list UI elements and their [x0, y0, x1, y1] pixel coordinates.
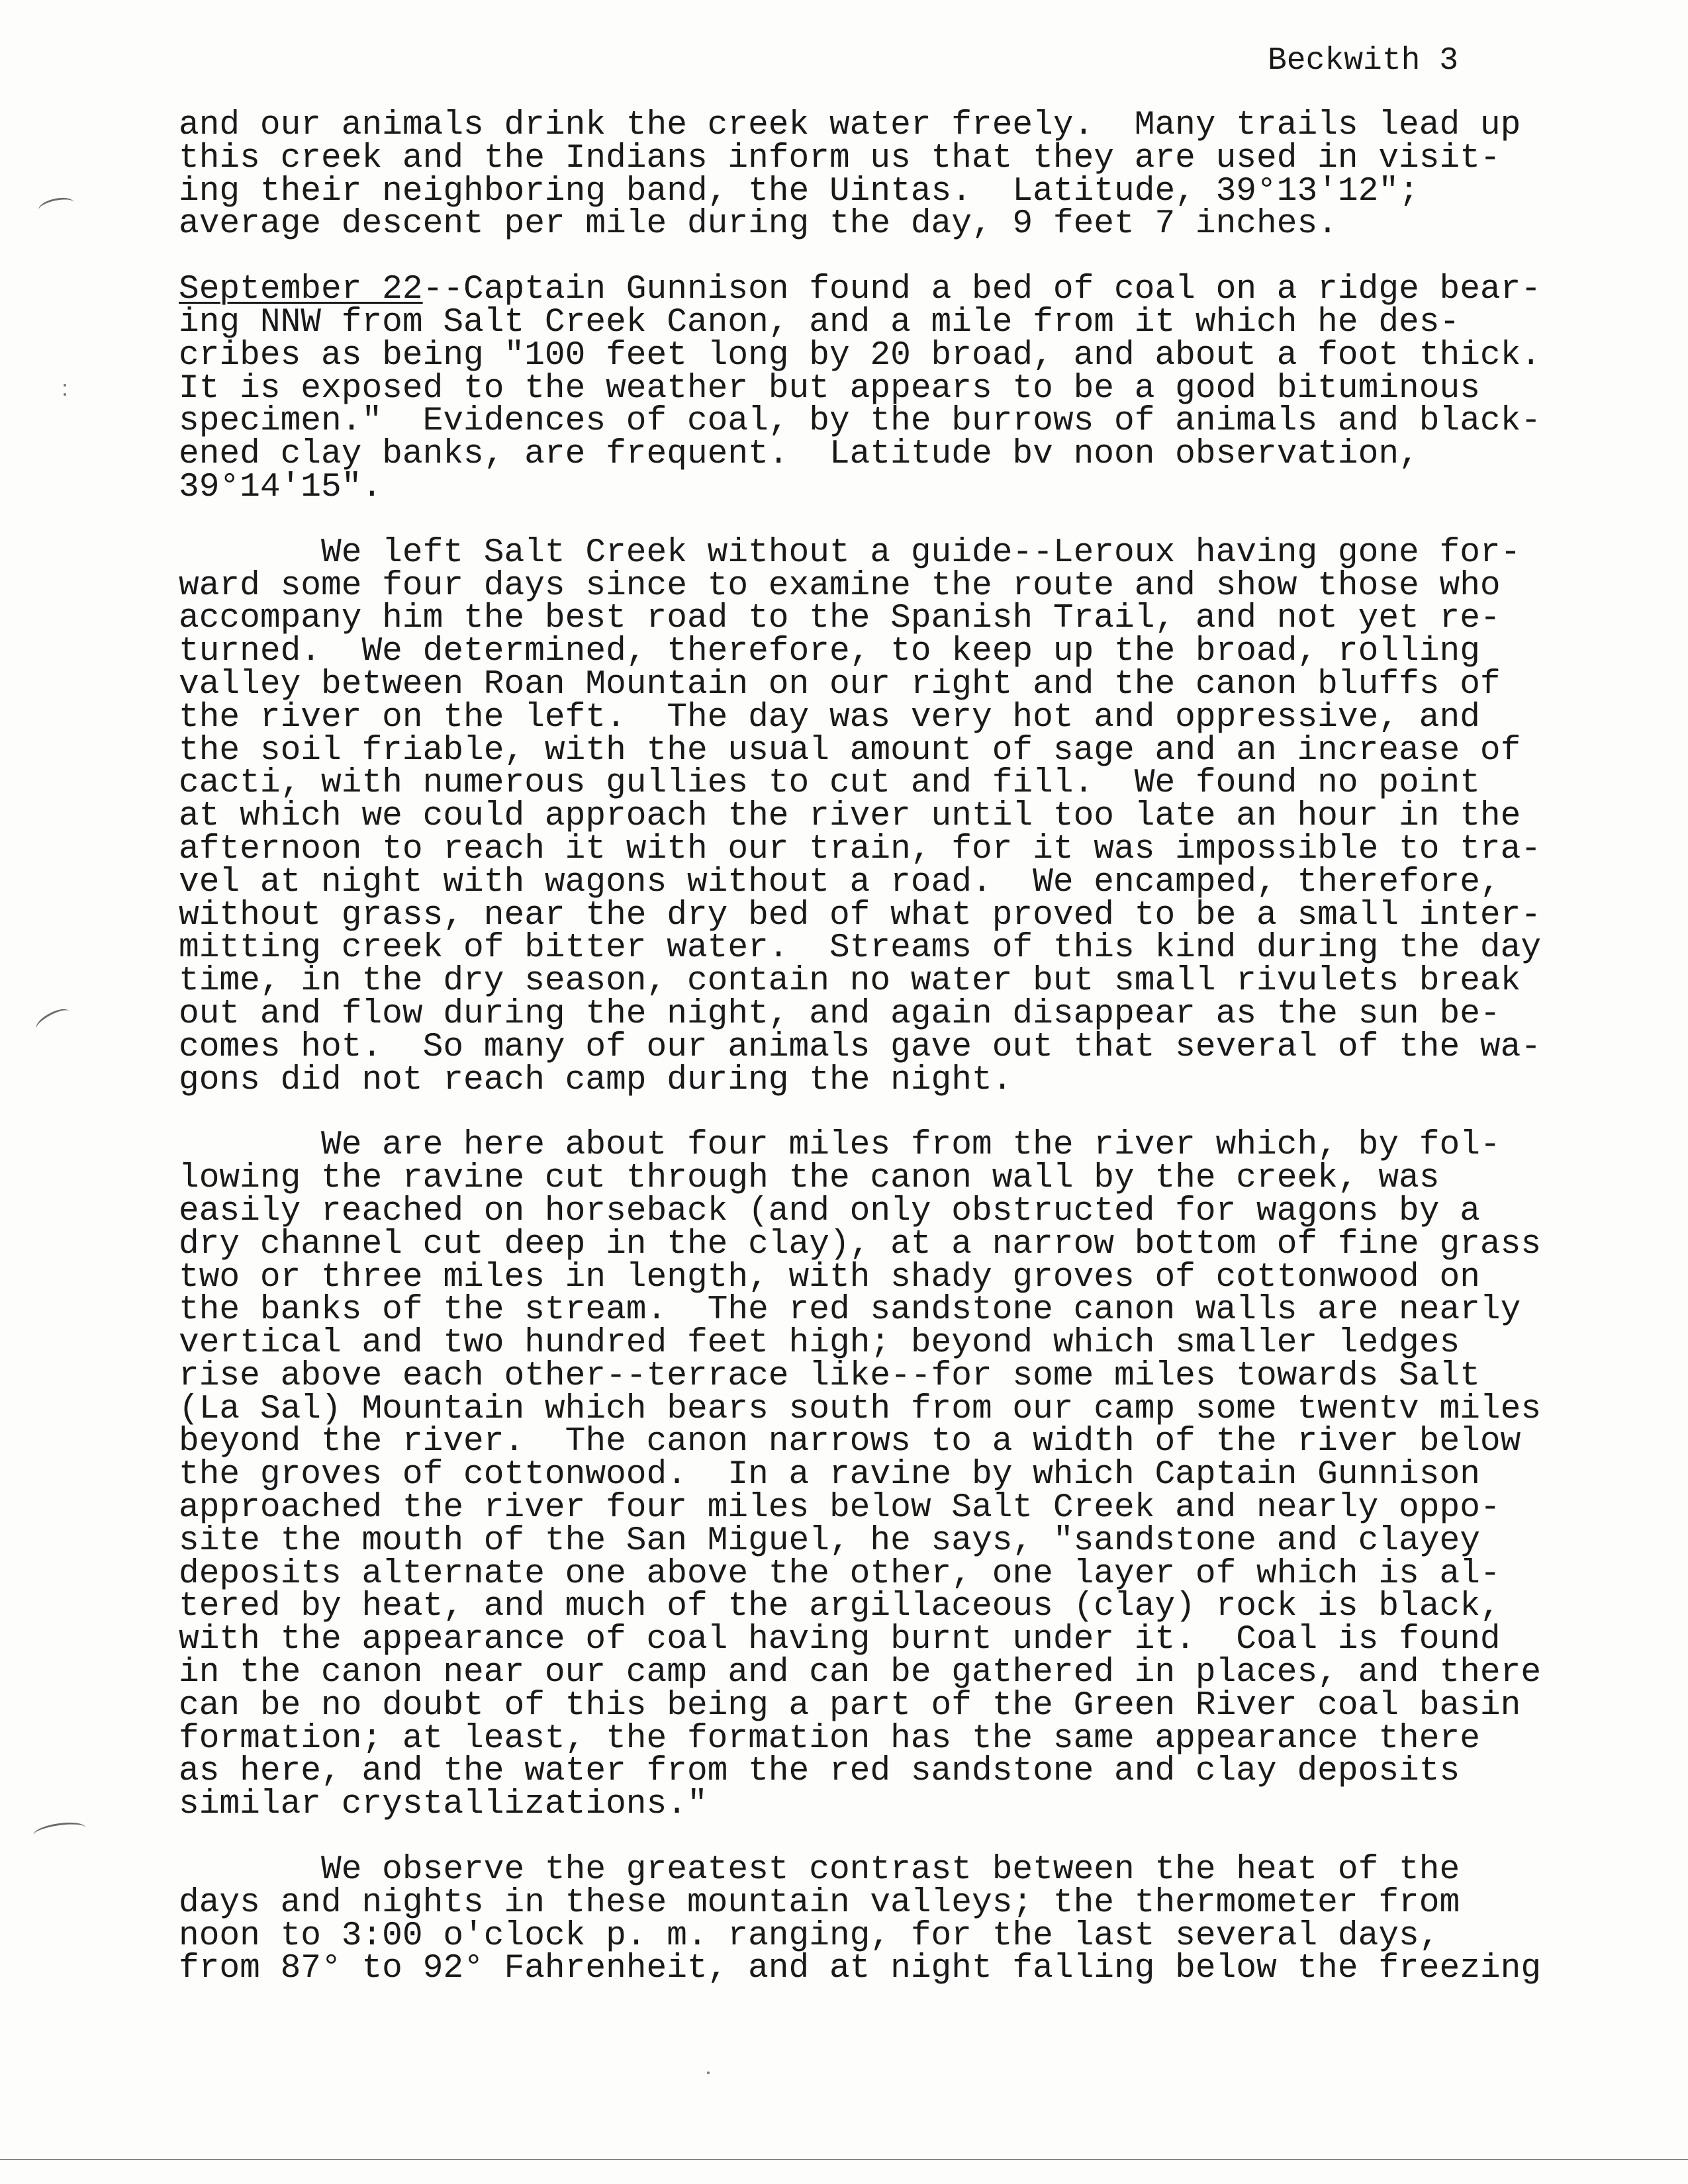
text-line: afternoon to reach it with our train, for it was impossible to tra- — [179, 829, 1542, 868]
text-line: vertical and two hundred feet high; beyond which smaller ledges — [179, 1324, 1460, 1363]
text-line: lowing the ravine cut through the canon wall by the creek, was — [179, 1159, 1440, 1198]
text-line: the banks of the stream. The red sandstone canon walls are nearly — [179, 1291, 1521, 1330]
text-line: We observe the greatest contrast between the heat of the — [179, 1850, 1460, 1889]
scan-speck — [64, 384, 66, 387]
text-line-rest: --Captain Gunnison found a bed of coal on a ridge bear- — [422, 270, 1542, 309]
text-line: tered by heat, and much of the argillaceous (clay) rock is black, — [179, 1587, 1501, 1626]
scan-speck — [64, 393, 66, 396]
paragraph-5 — [179, 1850, 1542, 1988]
text-line: site the mouth of the San Miguel, he says, "sandstone and clayey — [179, 1521, 1480, 1560]
text-line: 39°14'15". — [179, 467, 383, 506]
text-line: gons did not reach camp during the night. — [179, 1060, 1013, 1099]
text-line: (La Sal) Mountain which bears south from our camp some twentv miles — [179, 1389, 1542, 1428]
text-line: time, in the dry season, contain no water but small rivulets break — [179, 962, 1521, 1001]
document-body — [179, 106, 1542, 2018]
text-line: in the canon near our camp and can be gathered in places, and there — [179, 1653, 1542, 1692]
scan-speck — [707, 2071, 710, 2074]
text-line: days and nights in these mountain valleys; the thermometer from — [179, 1883, 1460, 1922]
text-line: can be no doubt of this being a part of the Green River coal basin — [179, 1686, 1521, 1725]
text-line: from 87° to 92° Fahrenheit, and at night falling below the freezing — [179, 1949, 1542, 1988]
text-line: the groves of cottonwood. In a ravine by which Captain Gunnison — [179, 1455, 1480, 1494]
text-line: and our animals drink the creek water freely. Many trails lead up — [179, 106, 1521, 144]
entry-date: September 22 — [179, 270, 423, 309]
text-line: the soil friable, with the usual amount of sage and an increase of — [179, 731, 1521, 770]
text-line: without grass, near the dry bed of what proved to be a small inter- — [179, 895, 1542, 934]
paragraph-3 — [179, 533, 1542, 1099]
paragraph-2 — [179, 270, 1542, 506]
text-line: deposits alternate one above the other, one layer of which is al- — [179, 1554, 1501, 1593]
text-line: formation; at least, the formation has the same appearance there — [179, 1719, 1480, 1758]
text-line: It is exposed to the weather but appears to be a good bituminous — [179, 369, 1480, 408]
text-line: average descent per mile during the day, 9 feet 7 inches. — [179, 205, 1338, 244]
text-line: easily reached on horseback (and only obstructed for wagons by a — [179, 1191, 1480, 1230]
scan-mark — [33, 1005, 73, 1036]
text-line: comes hot. So many of our animals gave out that several of the wa- — [179, 1027, 1542, 1066]
text-line: noon to 3:00 o'clock p. m. ranging, for the last several days, — [179, 1916, 1440, 1955]
text-line: at which we could approach the river until too late an hour in the — [179, 797, 1521, 836]
text-line: ward some four days since to examine the route and show those who — [179, 566, 1501, 605]
text-line: with the appearance of coal having burnt under it. Coal is found — [179, 1620, 1501, 1659]
text-line: two or three miles in length, with shady groves of cottonwood on — [179, 1257, 1480, 1297]
text-line: specimen." Evidences of coal, by the burrows of animals and black- — [179, 402, 1542, 441]
text-line: ing NNW from Salt Creek Canon, and a mile from it which he des- — [179, 302, 1460, 341]
text-line: approached the river four miles below Salt Creek and nearly oppo- — [179, 1488, 1501, 1527]
text-line: accompany him the best road to the Spanish Trail, and not yet re- — [179, 599, 1501, 638]
text-line: ened clay banks, are frequent. Latitude bv noon observation, — [179, 435, 1419, 474]
bottom-edge-line — [0, 2159, 1688, 2160]
text-line: ing their neighboring band, the Uintas. Latitude, 39°13'12"; — [179, 171, 1419, 210]
text-line: We are here about four miles from the river which, by fol- — [179, 1126, 1501, 1165]
text-line: vel at night with wagons without a road. We encamped, therefore, — [179, 862, 1501, 901]
text-line: We left Salt Creek without a guide--Leroux having gone for- — [179, 533, 1521, 572]
paragraph-4 — [179, 1126, 1542, 1824]
text-line: the river on the left. The day was very hot and oppressive, and — [179, 698, 1480, 737]
text-line: valley between Roan Mountain on our right and the canon bluffs of — [179, 664, 1501, 704]
text-line: as here, and the water from the red sandstone and clay deposits — [179, 1752, 1460, 1791]
text-line: beyond the river. The canon narrows to a width of the river below — [179, 1422, 1521, 1461]
text-line: mitting creek of bitter water. Streams of this kind during the day — [179, 929, 1542, 968]
text-line: similar crystallizations." — [179, 1785, 708, 1824]
page-header-label: Beckwith 3 — [1268, 43, 1459, 79]
text-line: turned. We determined, therefore, to keep up the broad, rolling — [179, 632, 1480, 671]
text-line: cribes as being "100 feet long by 20 broad, and about a foot thick. — [179, 336, 1542, 375]
text-line: rise above each other--terrace like--for some miles towards Salt — [179, 1356, 1480, 1395]
paragraph-1 — [179, 106, 1529, 244]
text-line: out and flow during the night, and again disappear as the sun be- — [179, 994, 1501, 1033]
text-line: dry channel cut deep in the clay), at a narrow bottom of fine grass — [179, 1224, 1542, 1263]
scan-mark — [37, 195, 75, 218]
text-line-dated — [179, 270, 1542, 309]
scan-mark — [32, 1820, 87, 1844]
text-line: this creek and the Indians inform us that they are used in visit- — [179, 138, 1501, 177]
text-line: cacti, with numerous gullies to cut and fill. We found no point — [179, 764, 1480, 803]
